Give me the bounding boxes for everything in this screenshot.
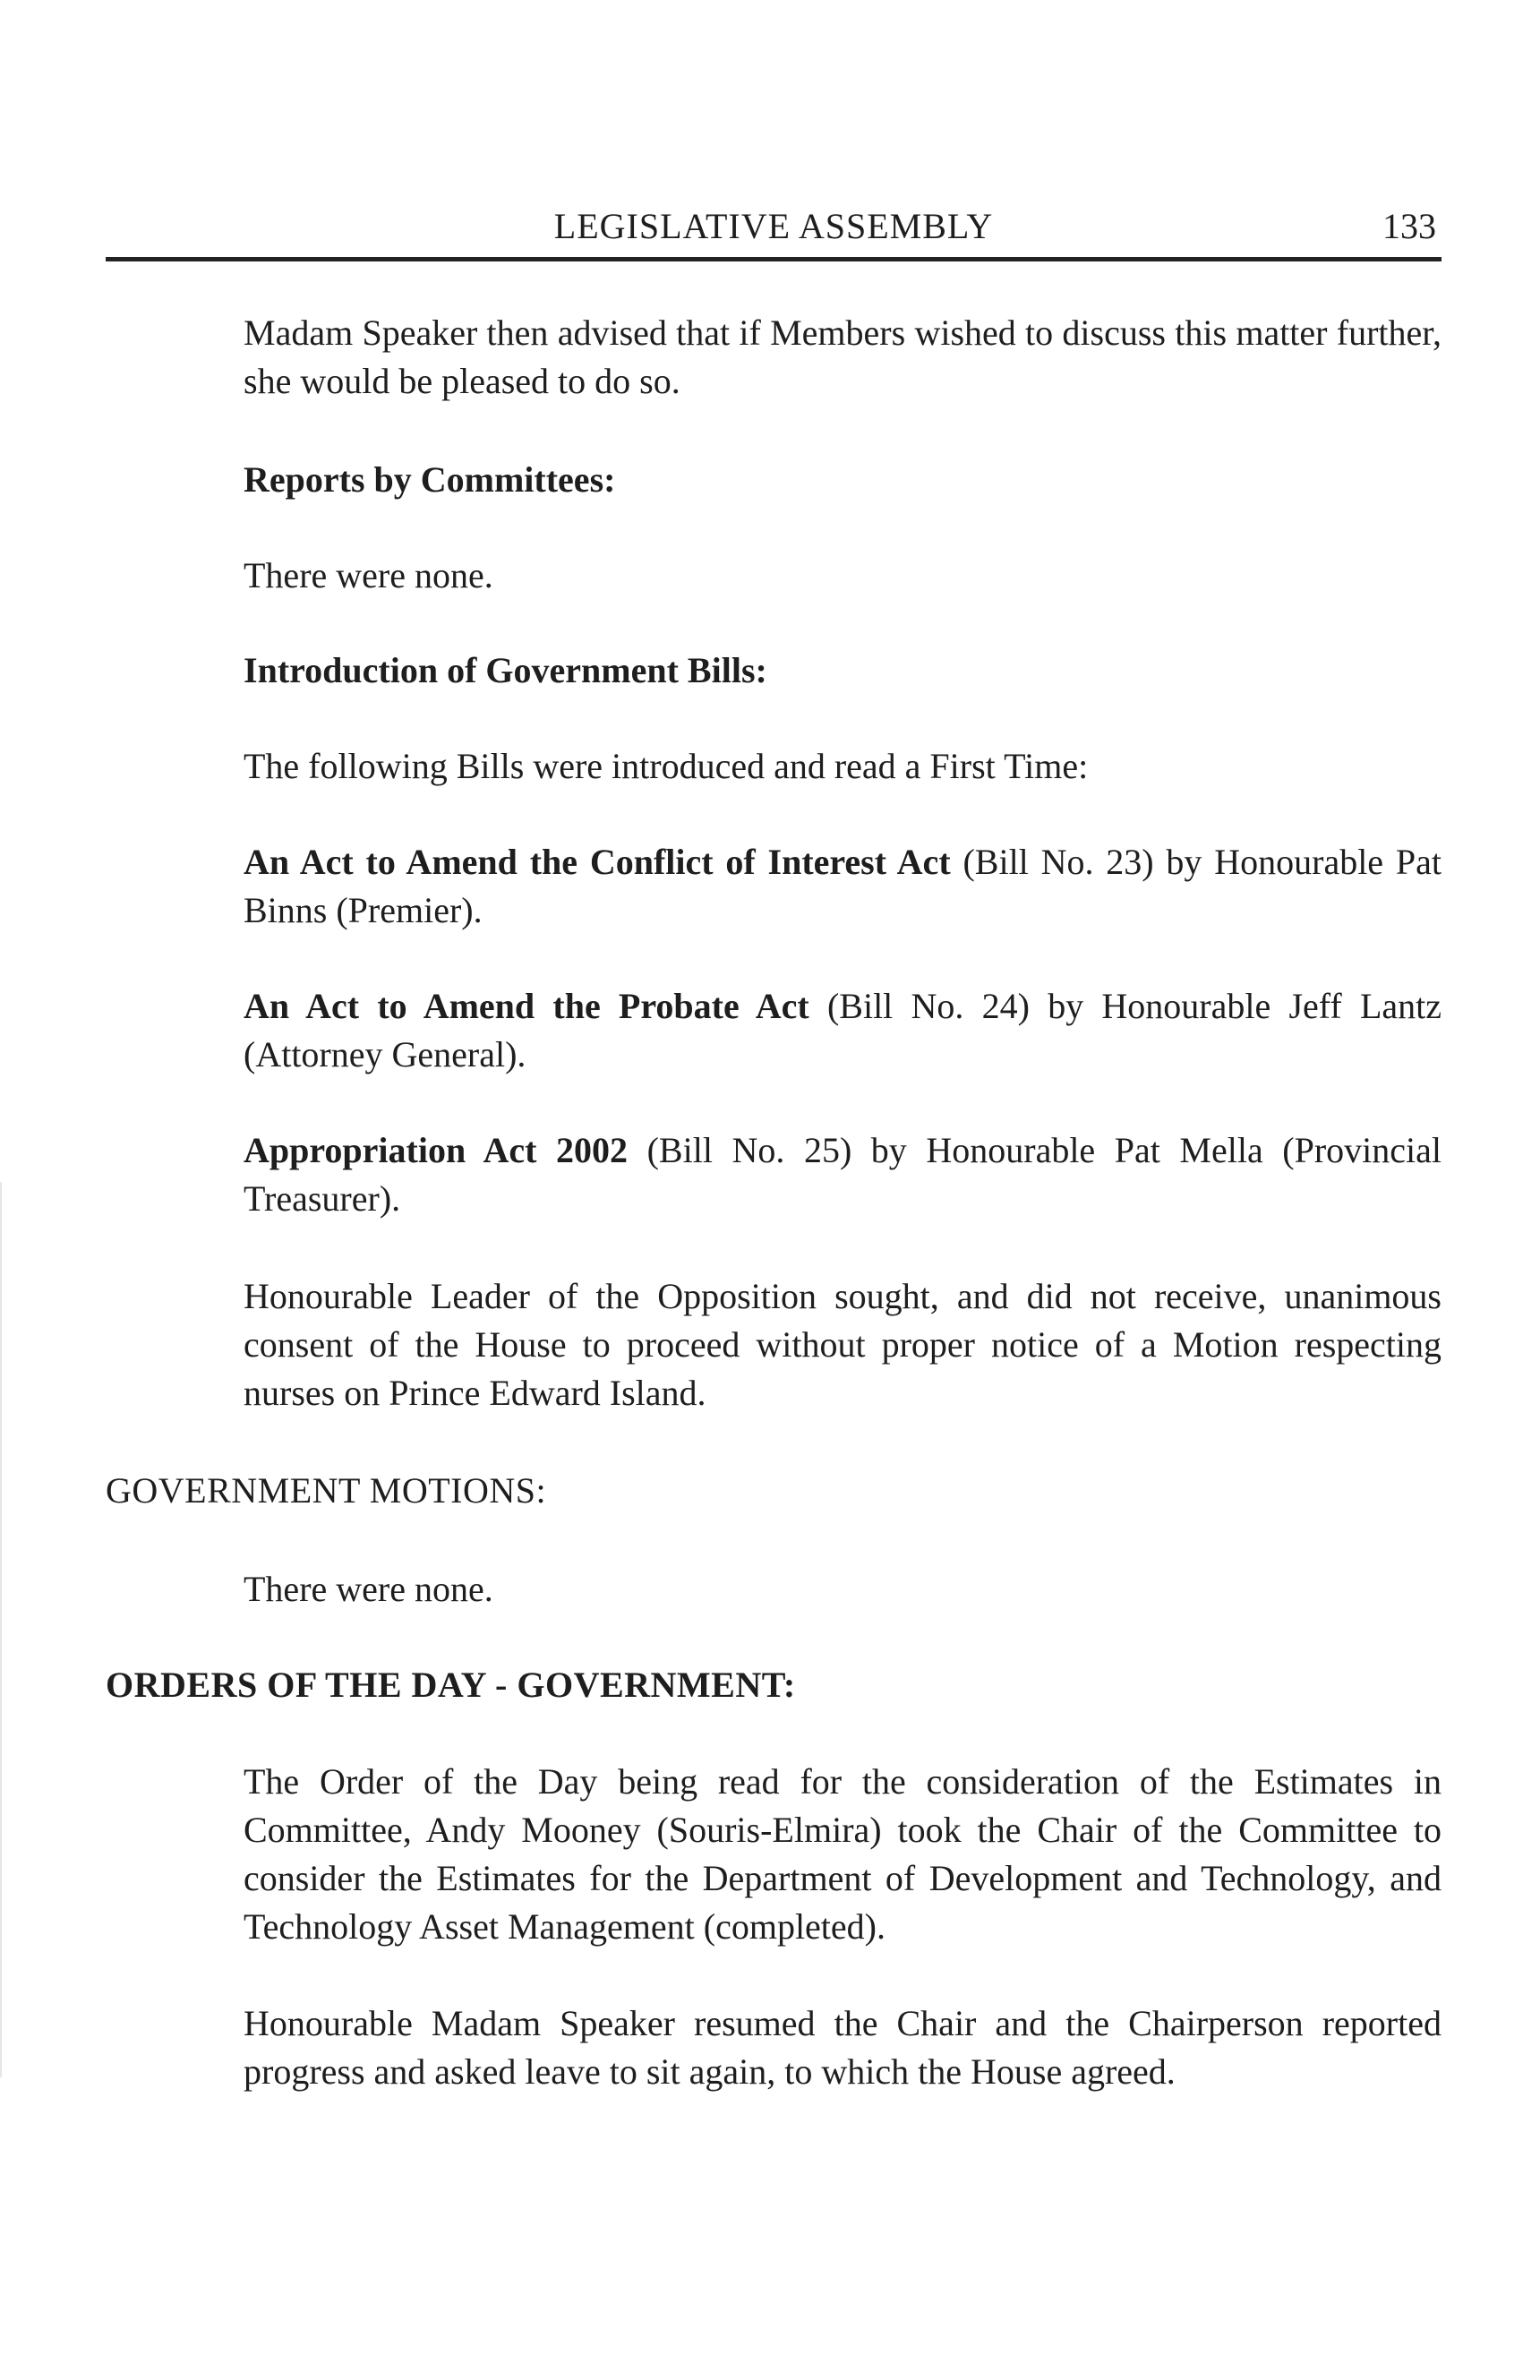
page-number: 133 bbox=[1382, 206, 1436, 246]
header-title: LEGISLATIVE ASSEMBLY bbox=[553, 206, 994, 246]
speaker-note-paragraph: Madam Speaker then advised that if Members wished to discuss this matter further, she would be pleased to do so. bbox=[244, 312, 1442, 401]
resumed-chair-paragraph: Honourable Madam Speaker resumed the Chair and the Chairperson reported progress and asked leave to sit again, to which the House agreed. bbox=[244, 2003, 1442, 2092]
government-motions-text: There were none. bbox=[244, 1569, 493, 1609]
bill-24-paragraph bbox=[244, 982, 1442, 1079]
reports-text: There were none. bbox=[244, 555, 493, 595]
bill-23-paragraph bbox=[244, 838, 1442, 935]
reports-heading: Reports by Committees: bbox=[244, 459, 616, 500]
bill-23-title: An Act to Amend the Conflict of Interest Act bbox=[244, 842, 951, 882]
bill-24-title: An Act to Amend the Probate Act bbox=[244, 986, 809, 1026]
bill-25-paragraph bbox=[244, 1126, 1442, 1223]
bill-25-title: Appropriation Act 2002 bbox=[244, 1130, 629, 1170]
orders-of-the-day-heading: ORDERS OF THE DAY - GOVERNMENT: bbox=[106, 1665, 796, 1705]
bill-23-details: (Bill No. 23) by Honourable Pat Binns (Premier). bbox=[244, 842, 1442, 930]
introduction-text: The following Bills were introduced and read a First Time: bbox=[244, 746, 1089, 786]
page-edge-shadow bbox=[0, 1182, 2, 2077]
page-header bbox=[106, 201, 1442, 261]
introduction-heading: Introduction of Government Bills: bbox=[244, 650, 767, 690]
government-motions-heading: GOVERNMENT MOTIONS: bbox=[106, 1470, 547, 1511]
opposition-paragraph: Honourable Leader of the Opposition sought, and did not receive, unanimous consent of the House to proceed without proper notice of a Motion respecting nurses on Prince Edward Island. bbox=[244, 1276, 1442, 1413]
bill-24-details: (Bill No. 24) by Honourable Jeff Lantz (Attorney General). bbox=[244, 986, 1442, 1074]
orders-paragraph: The Order of the Day being read for the consideration of the Estimates in Committee, Andy Mooney (Souris-Elmira) took the Chair of the Committee to consider the Estimates for the Department of Development and Technology, and Technology Asset Management (completed). bbox=[244, 1761, 1442, 1947]
bill-25-details: (Bill No. 25) by Honourable Pat Mella (Provincial Treasurer). bbox=[244, 1130, 1442, 1219]
